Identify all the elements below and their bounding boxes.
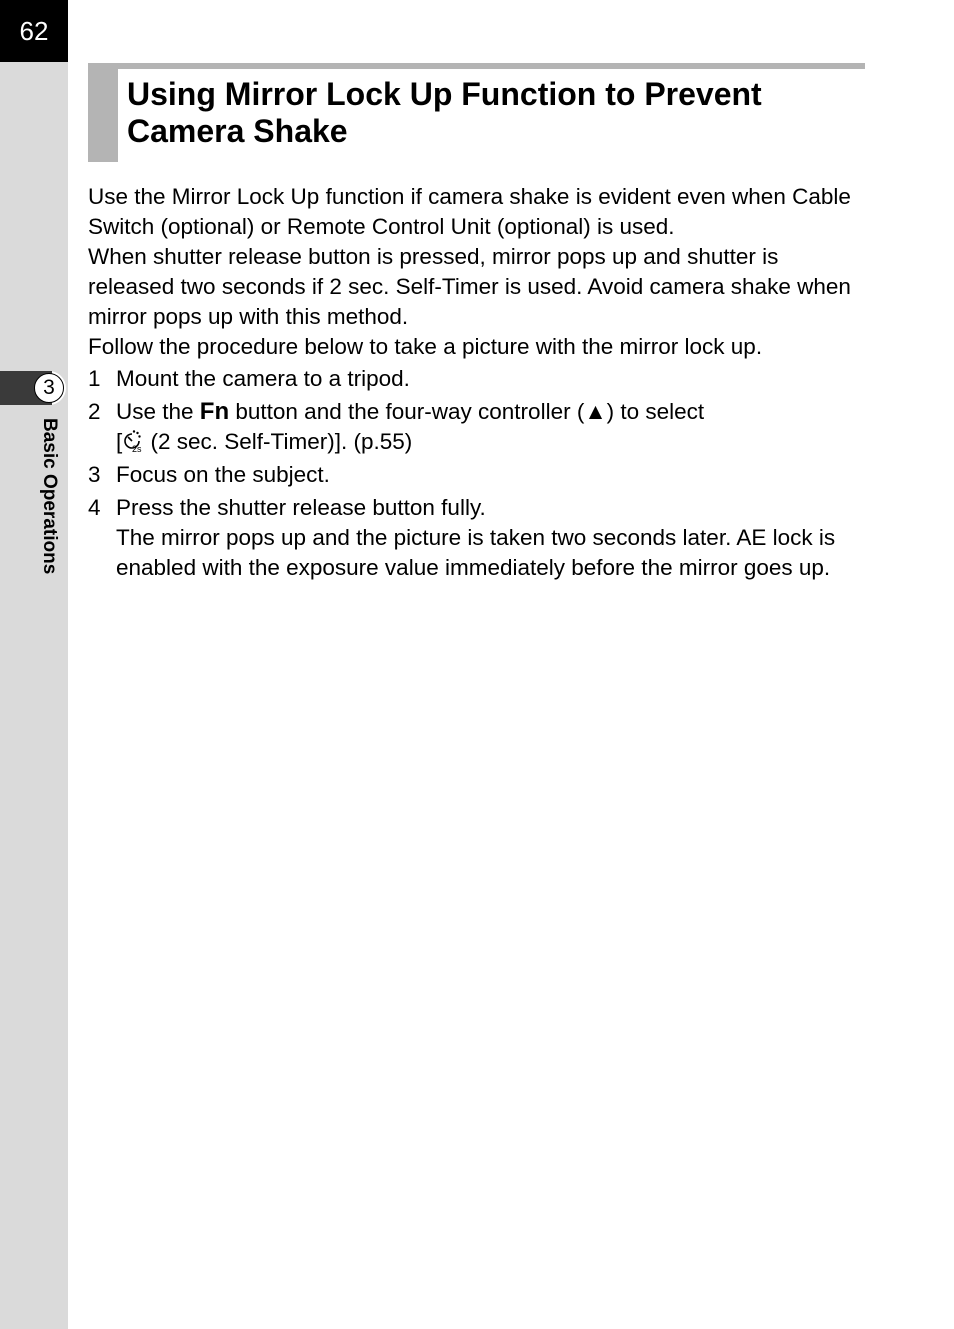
heading-rule: [88, 63, 865, 69]
step-item: [88, 493, 868, 583]
step-text-part: [: [116, 429, 123, 454]
step-number: 3: [88, 462, 101, 487]
svg-text:2s: 2s: [132, 444, 142, 453]
step-number: 4: [88, 495, 101, 520]
step-text: [116, 397, 868, 457]
step-note: The mirror pops up and the picture is taken two seconds later. AE lock is enabled with the exposure value immediately before the mirror goes up.: [116, 525, 836, 580]
procedure-steps: [88, 364, 868, 583]
step-item: [88, 364, 868, 394]
step-number: 1: [88, 366, 101, 391]
step-text-part: ) to select: [606, 399, 705, 424]
chapter-title: Basic Operations: [39, 418, 60, 575]
heading-marker: [88, 63, 118, 162]
section-title-line2: Camera Shake: [127, 113, 348, 149]
step-text-part: (2 sec. Self-Timer)]. (p.55): [144, 429, 413, 454]
section-title: [127, 76, 847, 150]
step-item: [88, 397, 868, 457]
intro-paragraph: When shutter release button is pressed, mirror pops up and shutter is released two seconds if 2 sec. Self-Timer is used. Avoid camera shake when mirror pops up with this method.: [88, 244, 851, 329]
fn-button-icon: Fn: [199, 398, 230, 425]
up-arrow-icon: ▲: [584, 399, 607, 424]
step-number: 2: [88, 399, 101, 424]
step-text-part: Use the: [116, 399, 200, 424]
section-title-line1: Using Mirror Lock Up Function to Prevent: [127, 76, 762, 112]
self-timer-2s-icon: [122, 429, 144, 453]
step-text: Focus on the subject.: [116, 462, 330, 487]
step-text-part: button and the four-way controller (: [229, 399, 585, 424]
intro-paragraph: Follow the procedure below to take a picture with the mirror lock up.: [88, 334, 763, 359]
body-text: [88, 182, 868, 586]
step-item: [88, 460, 868, 490]
chapter-number: 3: [34, 373, 64, 403]
page-number: 62: [0, 0, 68, 62]
step-text: [116, 493, 868, 583]
sidebar: [0, 0, 68, 1329]
step-main-text: Press the shutter release button fully.: [116, 495, 486, 520]
step-text: Mount the camera to a tripod.: [116, 366, 410, 391]
intro-paragraph: Use the Mirror Lock Up function if camera shake is evident even when Cable Switch (optional) or Remote Control Unit (optional) is used.: [88, 184, 851, 239]
